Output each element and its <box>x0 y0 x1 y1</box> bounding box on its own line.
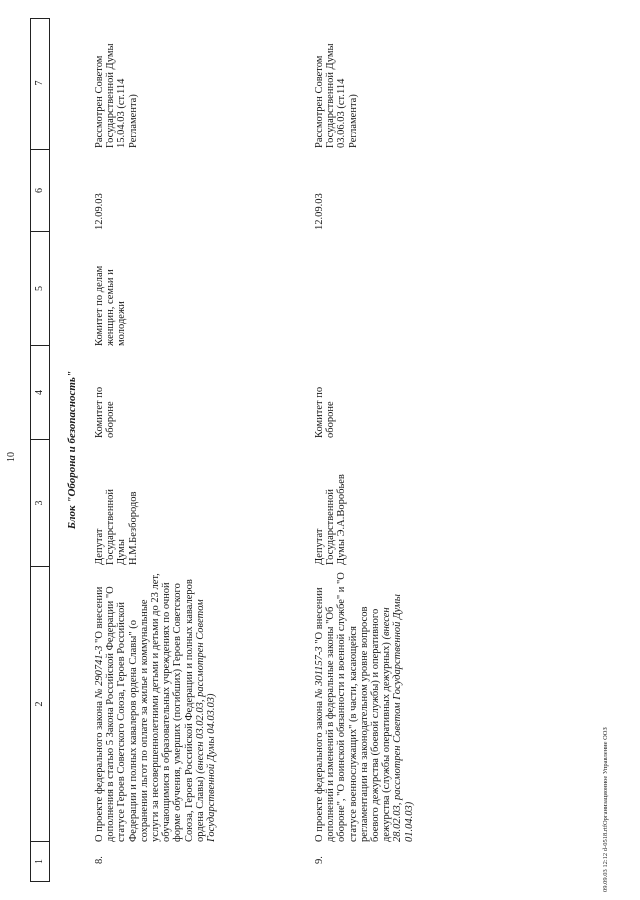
page-number: 10 <box>6 452 17 462</box>
bill-description <box>314 570 415 842</box>
date: 12.09.03 <box>314 193 325 230</box>
row-number: 8. <box>94 856 105 864</box>
bill-title-prefix: О проекте федерального закона <box>94 698 105 842</box>
column-header-1: 1 <box>31 841 49 881</box>
status: Рассмотрен Советом Государственной Думы 03.06.03 (ст.114 Регламента) <box>314 43 359 148</box>
bill-number: № 290741-3 <box>94 645 105 699</box>
initiator: Депутат Государственной Думы Э.А.Воробьев <box>314 474 348 565</box>
row-number: 9. <box>314 856 325 864</box>
footer: 09.09.03 12:12 d-0518.rtfОрганизационное Управление ООЗ <box>602 727 609 892</box>
bill-description <box>94 570 217 842</box>
date: 12.09.03 <box>94 193 105 230</box>
column-header-7: 7 <box>34 80 45 86</box>
column-header-5: 5 <box>31 231 49 345</box>
column-header-3: 3 <box>31 439 49 566</box>
bill-note: (внесен 28.02.03, рассмотрен Советом Государственной Думы 01.04.03) <box>381 594 415 842</box>
responsible-committee: Комитет по обороне <box>94 386 117 438</box>
bill-title-prefix: О проекте федерального закона <box>314 698 325 842</box>
block-heading: Блок "Оборона и безопасность" <box>66 370 78 530</box>
bill-title: "О внесении дополнений и изменений в федеральные законы "Об обороне", "О воинской обязанности и военной службе" и "О статусе военнослужащих" (в части, касающейся регламентации на законодательном уровне вопросов боевого дежурства (боевой службы) и оперативного дежурства (службы оперативных дежурных) <box>314 572 393 842</box>
bill-note: (внесен 03.02.03, рассмотрен Советом Государственной Думы 04.03.03) <box>194 599 218 842</box>
bill-number: № 301157-3 <box>314 646 325 699</box>
column-header-6: 6 <box>31 149 49 231</box>
responsible-committee: Комитет по обороне <box>314 386 337 438</box>
initiator: Депутат Государственной Думы Н.М.Безбородов <box>94 489 139 565</box>
bill-title: "О внесении дополнения в статью 5 Закона Российской Федерации "О статусе Героев Советского Союза, Героев Российской Федерации и полных кавалеров ордена Славы" (о сохранении льгот по оплате за жилье и коммунальные услуги за несовершеннолетними детьми и детьми до 23 лет, обучающимися в образовательных учреждениях по очной форме обучения, умерших (погибших) Героев Советского Союза, Героев Российской Федерации и полных кавалеров ордена Славы) <box>94 573 206 842</box>
coexecutor-committee: Комитет по делам женщин, семьи и молодежи <box>94 265 128 346</box>
column-header-strip <box>30 18 50 882</box>
column-header-4: 4 <box>31 345 49 439</box>
status: Рассмотрен Советом Государственной Думы 15.04.03 (ст.114 Регламента) <box>94 43 139 148</box>
column-header-2: 2 <box>31 566 49 841</box>
